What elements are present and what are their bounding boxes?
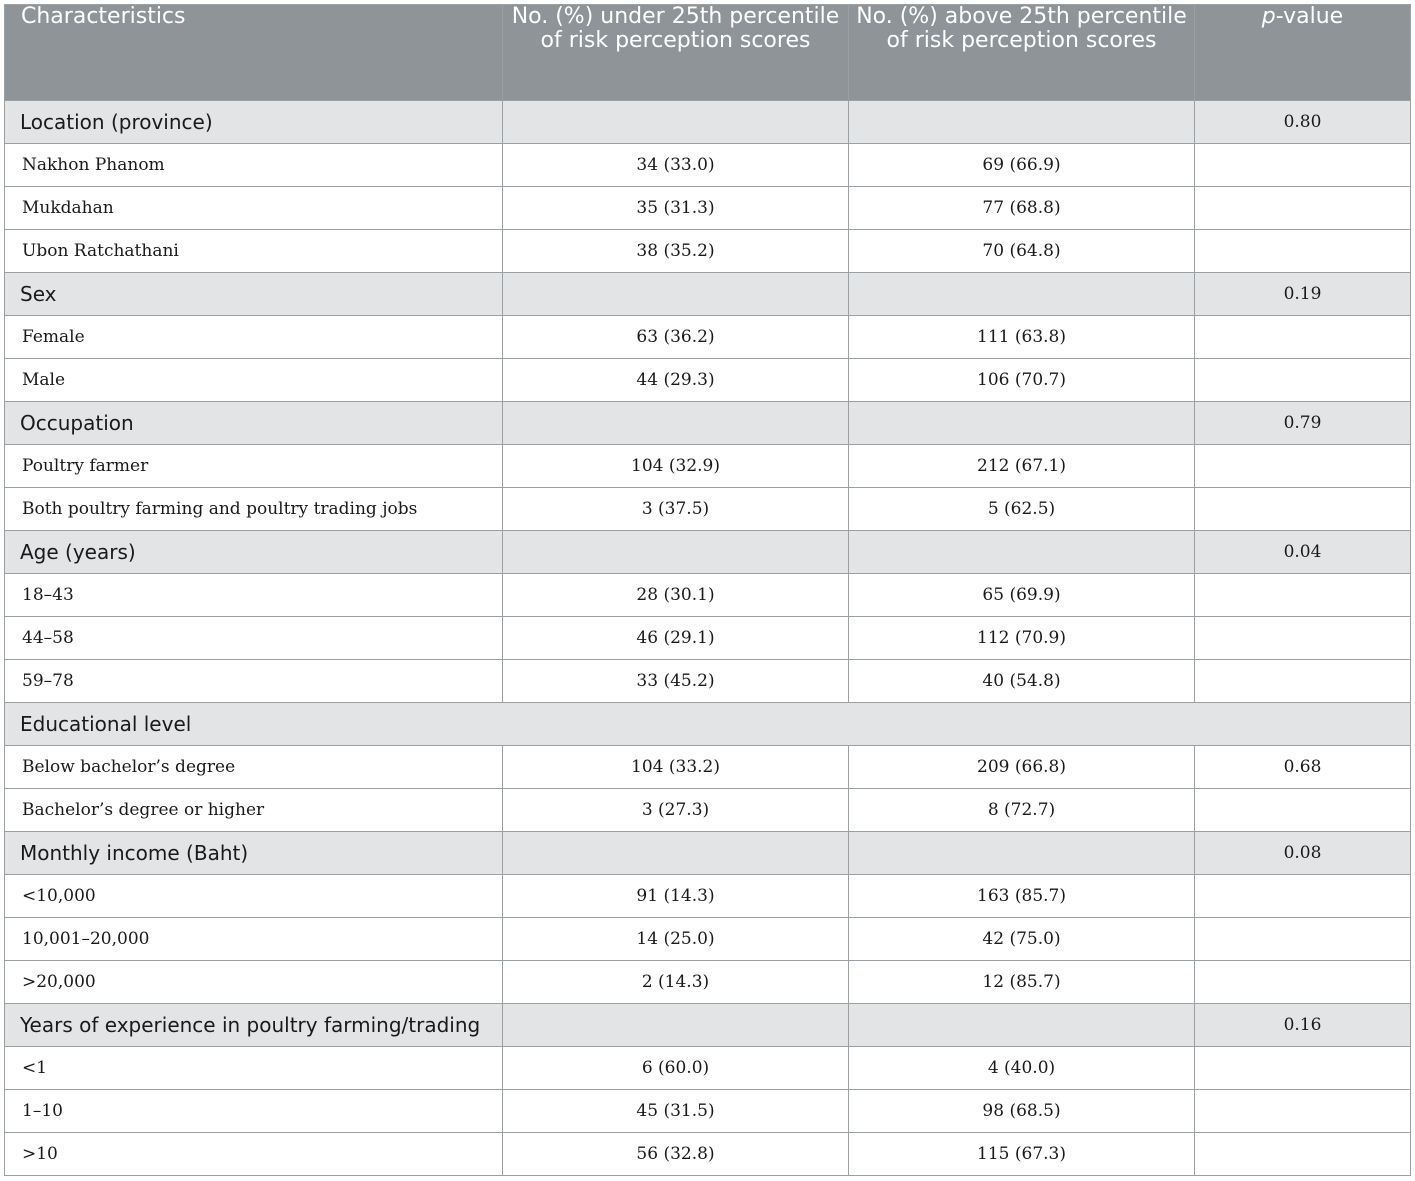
row-label: 1–10 (5, 1090, 503, 1133)
cell-p-value: 0.19 (1195, 273, 1411, 316)
header-p-rest: -value (1275, 4, 1344, 29)
cell-under-25th: 33 (45.2) (503, 660, 849, 703)
header-above-25th: No. (%) above 25th percentile of risk perception scores (849, 5, 1195, 101)
row-label: 18–43 (5, 574, 503, 617)
cell-p-value: 0.79 (1195, 402, 1411, 445)
row-label: Below bachelor’s degree (5, 746, 503, 789)
row-label: Bachelor’s degree or higher (5, 789, 503, 832)
cell-p-value (1195, 144, 1411, 187)
table-row (5, 875, 1411, 918)
cell-above-25th (849, 402, 1195, 445)
cell-above-25th: 65 (69.9) (849, 574, 1195, 617)
cell-under-25th (503, 273, 849, 316)
row-label: Ubon Ratchathani (5, 230, 503, 273)
row-label: Female (5, 316, 503, 359)
table-row (5, 1133, 1411, 1176)
cell-under-25th: 104 (32.9) (503, 445, 849, 488)
row-label: <10,000 (5, 875, 503, 918)
cell-under-25th: 63 (36.2) (503, 316, 849, 359)
cell-above-25th: 69 (66.9) (849, 144, 1195, 187)
cell-under-25th: 3 (37.5) (503, 488, 849, 531)
cell-p-value: 0.04 (1195, 531, 1411, 574)
header-p-value (1195, 5, 1411, 101)
table-header-row (5, 5, 1411, 101)
cell-under-25th: 6 (60.0) (503, 1047, 849, 1090)
group-label: Occupation (5, 402, 503, 445)
table-group-row (5, 273, 1411, 316)
table-row (5, 961, 1411, 1004)
cell-above-25th: 42 (75.0) (849, 918, 1195, 961)
cell-above-25th (849, 531, 1195, 574)
cell-above-25th: 8 (72.7) (849, 789, 1195, 832)
cell-under-25th (503, 1004, 849, 1047)
cell-above-25th (849, 1004, 1195, 1047)
cell-above-25th: 40 (54.8) (849, 660, 1195, 703)
row-label: 10,001–20,000 (5, 918, 503, 961)
cell-under-25th: 91 (14.3) (503, 875, 849, 918)
header-p-italic: p (1261, 4, 1276, 29)
cell-p-value (1195, 918, 1411, 961)
cell-p-value (1195, 660, 1411, 703)
header-characteristics: Characteristics (5, 5, 503, 101)
group-label: Educational level (5, 703, 1411, 746)
cell-above-25th: 98 (68.5) (849, 1090, 1195, 1133)
cell-under-25th: 14 (25.0) (503, 918, 849, 961)
cell-above-25th: 12 (85.7) (849, 961, 1195, 1004)
cell-under-25th: 56 (32.8) (503, 1133, 849, 1176)
cell-p-value (1195, 230, 1411, 273)
table-row (5, 617, 1411, 660)
cell-above-25th: 209 (66.8) (849, 746, 1195, 789)
cell-p-value (1195, 574, 1411, 617)
cell-p-value (1195, 359, 1411, 402)
cell-p-value (1195, 445, 1411, 488)
table-row (5, 918, 1411, 961)
cell-above-25th: 111 (63.8) (849, 316, 1195, 359)
cell-above-25th: 212 (67.1) (849, 445, 1195, 488)
table-row (5, 359, 1411, 402)
group-label: Years of experience in poultry farming/trading (5, 1004, 503, 1047)
cell-under-25th: 28 (30.1) (503, 574, 849, 617)
cell-p-value: 0.80 (1195, 101, 1411, 144)
row-label: Mukdahan (5, 187, 503, 230)
cell-under-25th (503, 101, 849, 144)
table-row (5, 488, 1411, 531)
row-label: Male (5, 359, 503, 402)
cell-under-25th: 44 (29.3) (503, 359, 849, 402)
cell-under-25th: 35 (31.3) (503, 187, 849, 230)
cell-p-value (1195, 316, 1411, 359)
cell-above-25th: 70 (64.8) (849, 230, 1195, 273)
table-body (5, 101, 1411, 1176)
cell-under-25th: 104 (33.2) (503, 746, 849, 789)
table-row (5, 574, 1411, 617)
group-label: Monthly income (Baht) (5, 832, 503, 875)
cell-above-25th: 5 (62.5) (849, 488, 1195, 531)
group-label: Location (province) (5, 101, 503, 144)
cell-above-25th: 106 (70.7) (849, 359, 1195, 402)
table-row (5, 746, 1411, 789)
row-label: <1 (5, 1047, 503, 1090)
cell-p-value: 0.68 (1195, 746, 1411, 789)
row-label: 44–58 (5, 617, 503, 660)
cell-p-value (1195, 961, 1411, 1004)
cell-above-25th: 115 (67.3) (849, 1133, 1195, 1176)
cell-above-25th (849, 832, 1195, 875)
table-group-row (5, 402, 1411, 445)
table-group-row (5, 703, 1411, 746)
cell-under-25th: 46 (29.1) (503, 617, 849, 660)
cell-under-25th: 2 (14.3) (503, 961, 849, 1004)
table-row (5, 1047, 1411, 1090)
cell-under-25th (503, 832, 849, 875)
cell-p-value (1195, 789, 1411, 832)
table-row (5, 1090, 1411, 1133)
table-group-row (5, 101, 1411, 144)
cell-p-value: 0.16 (1195, 1004, 1411, 1047)
table-row (5, 187, 1411, 230)
row-label: >20,000 (5, 961, 503, 1004)
row-label: Poultry farmer (5, 445, 503, 488)
cell-above-25th: 77 (68.8) (849, 187, 1195, 230)
cell-p-value (1195, 187, 1411, 230)
table-row (5, 144, 1411, 187)
row-label: Both poultry farming and poultry trading jobs (5, 488, 503, 531)
cell-above-25th (849, 101, 1195, 144)
cell-p-value (1195, 1090, 1411, 1133)
cell-above-25th: 4 (40.0) (849, 1047, 1195, 1090)
group-label: Age (years) (5, 531, 503, 574)
cell-under-25th (503, 402, 849, 445)
table-row (5, 660, 1411, 703)
table-row (5, 789, 1411, 832)
cell-p-value (1195, 875, 1411, 918)
cell-above-25th: 112 (70.9) (849, 617, 1195, 660)
row-label: >10 (5, 1133, 503, 1176)
cell-above-25th: 163 (85.7) (849, 875, 1195, 918)
table-row (5, 445, 1411, 488)
cell-p-value (1195, 488, 1411, 531)
table-row (5, 230, 1411, 273)
table-group-row (5, 531, 1411, 574)
cell-under-25th (503, 531, 849, 574)
row-label: 59–78 (5, 660, 503, 703)
group-label: Sex (5, 273, 503, 316)
cell-under-25th: 34 (33.0) (503, 144, 849, 187)
cell-p-value (1195, 1133, 1411, 1176)
table-row (5, 316, 1411, 359)
cell-p-value (1195, 1047, 1411, 1090)
cell-p-value (1195, 617, 1411, 660)
table-group-row (5, 1004, 1411, 1047)
header-under-25th: No. (%) under 25th percentile of risk perception scores (503, 5, 849, 101)
cell-under-25th: 38 (35.2) (503, 230, 849, 273)
row-label: Nakhon Phanom (5, 144, 503, 187)
cell-p-value: 0.08 (1195, 832, 1411, 875)
table-group-row (5, 832, 1411, 875)
cell-above-25th (849, 273, 1195, 316)
characteristics-table (4, 4, 1411, 1176)
cell-under-25th: 3 (27.3) (503, 789, 849, 832)
cell-under-25th: 45 (31.5) (503, 1090, 849, 1133)
